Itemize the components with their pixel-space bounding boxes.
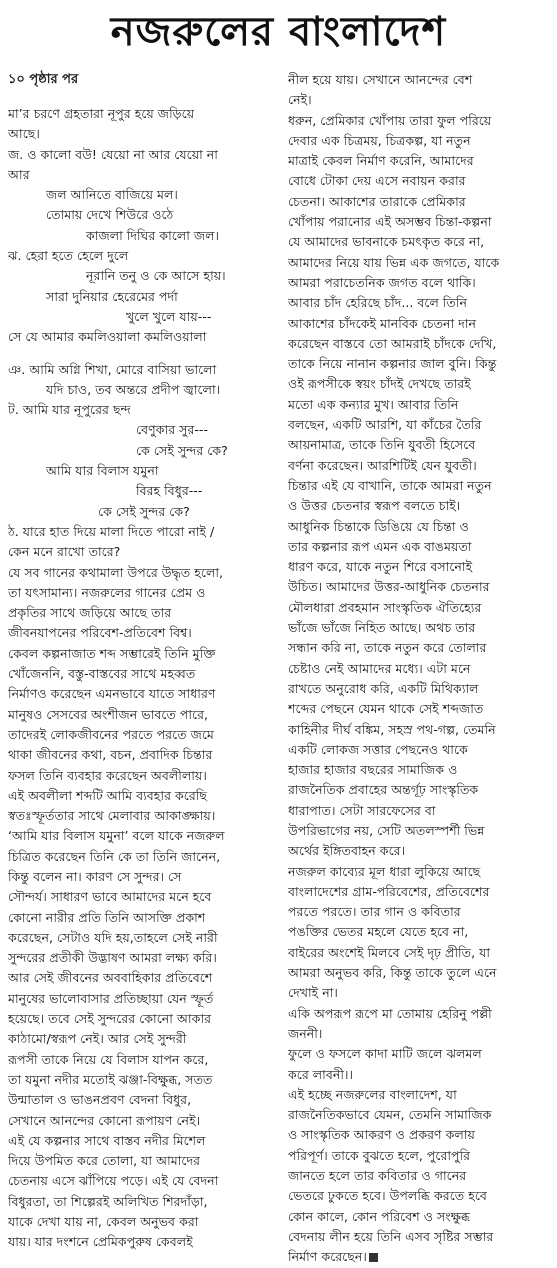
text-line: কাজলা দিঘির কালো জল। [86, 227, 220, 243]
text-line: ফসল তিনি ব্যবহার করেছেন অবলীলায়। [8, 767, 207, 783]
text-line: ট. আমি যার নূপুরের ছন্দ [8, 402, 131, 418]
text-line: করেছেন বাস্তবে তো আমরাই চাঁদকে দেখি, [288, 335, 497, 351]
text-line: খোঁপায় পরানোর এই অসম্ভব চিন্তা-কল্পনা [288, 214, 492, 230]
text-line: কোন কালে, কোন পরিবেশ ও সংক্ষুব্ধ [288, 1208, 470, 1224]
left-column [8, 70, 270, 1253]
text-line: সারা দুনিয়ার হেরেমের পর্দা [46, 288, 178, 304]
text-line: থাকা জীবনের কথা, বচন, প্রবাদিক চিন্তার [8, 747, 213, 763]
text-line: জননী। [288, 1025, 323, 1041]
text-line: ওই রূপসীকে স্বয়ং চাঁদই দেখছে তারই [288, 376, 471, 392]
text-line: সে যে আমার কমলিওয়ালা কমলিওয়ালা [8, 329, 207, 345]
left-column-body [8, 104, 270, 1253]
text-line: এই হচ্ছে নজরুলের বাংলাদেশ, যা [288, 1086, 457, 1102]
text-line: কে সেই সুন্দর কে? [136, 442, 228, 458]
text-line: তাদেরই লোকজীবনের পরতে পরতে জমে [8, 726, 214, 742]
text-line: সৌন্দর্য। সাধারণ ভাবে আমাদের মনে হবে [8, 889, 212, 905]
text-line: দেবার এক চিত্রময়, চিত্রকল্প, যা নতুন [288, 132, 471, 148]
text-line: কে সেই সুন্দর কে? [98, 503, 190, 519]
text-line: ভেতরে ঢুকতে হবে। উপলব্ধি করতে হবে [288, 1188, 487, 1204]
text-line: রাখতে অনুরোধ করি, একটি মিথিক্যাল [288, 680, 479, 696]
text-line: আমি যার বিলাস যমুনা [46, 463, 159, 479]
text-line: বিধুরতা, তা শিল্পেরই অলিখিত শিরদাঁড়া, [8, 1193, 208, 1209]
text-line: আর [8, 166, 30, 182]
text-line: অর্থের ইঙ্গিতবাহন করে। [288, 843, 406, 859]
text-line: কেবল কল্পনাজাত শব্দ সম্ভারেই তিনি মুক্তি [8, 645, 216, 661]
text-line: সুন্দরের প্রতীকী উদ্ভাষণ আমরা লক্ষ্য করি। [8, 950, 217, 966]
text-line: জ. ও কালো বউ! যেয়ো না আর যেয়ো না [8, 146, 218, 162]
text-line: বলছেন, একটি আরশি, যা কাঁচের তৈরি [288, 417, 482, 433]
text-line: ঠ. যারে হাত দিয়ে মালা দিতে পারো নাই / [8, 523, 215, 539]
text-line: আবার চাঁদ হেরিছে চাঁদ... বলে তিনি [288, 295, 468, 311]
text-line: খুলে খুলে যায়--- [126, 308, 212, 324]
text-line: বিরহ বিধুর--- [136, 483, 203, 499]
text-line: আছে। [8, 126, 40, 142]
text-line: উন্মাতাল ও ভাঙনপ্রবণ বেদনা বিধুর, [8, 1092, 192, 1108]
text-line: রূপসী তাকে নিয়ে যে বিলাস যাপন করে, [8, 1051, 209, 1067]
text-line: স্বতঃস্ফূর্ততার সাথে মেলাবার আকাঙ্ক্ষায়। [8, 808, 216, 824]
text-line: রাজনৈতিকভাবে যেমন, তেমনি সামাজিক [288, 1107, 492, 1123]
text-line: তা যমুনা নদীর মতোই ঝঞ্জা-বিক্ষুব্ধ, সতত [8, 1071, 213, 1087]
text-line: কোনো নারীর প্রতি তিনি আসক্তি প্রকাশ [8, 909, 206, 925]
text-line: চেতনায় এসে ঝাঁপিয়ে পড়ে। এই যে বেদনা [8, 1173, 219, 1189]
text-line: বাইরের অংশেই মিলবে সেই দৃঢ় প্রীতি, যা [288, 944, 491, 960]
text-line: চিত্রিত করেছেন তিনি কে তা তিনি জানেন, [8, 848, 221, 864]
text-line: যে আমাদের ভাবনাকে চমৎকৃত করে না, [288, 234, 485, 250]
text-line: শব্দের পেছনে যেমন থাকে সেই শব্দজাত [288, 701, 484, 717]
text-line: আর সেই জীবনের অববাহিকার প্রতিবেশে [8, 970, 213, 986]
text-line: সন্ধান করি না, তাকে নতুন করে তোলার [288, 640, 487, 656]
text-line: এই যে কল্পনার সাথে বাস্তব নদীর মিশেল [8, 1132, 206, 1148]
text-line: আমরা পরাচেতনিক জগত বলে থাকি। [288, 274, 476, 290]
text-line: কাহিনীর দীর্ঘ বঙ্কিম, সহস্র পথ-গল্প, তেমনি [288, 721, 496, 737]
text-line: পঙক্তির ভেতর মহলে যেতে হবে না, [288, 924, 469, 940]
text-line: ফুলে ও ফসলে কাদা মাটি জলে ঝলমল [288, 1046, 482, 1062]
text-line [8, 348, 270, 360]
text-line: তার কল্পনার রূপ এমন এক বাঙময়তা [288, 538, 472, 554]
text-line: ও উত্তর চেতনার স্বরূপ বলতে চাই। [288, 498, 461, 514]
text-line: নির্মাণ করেছেন। [288, 1247, 548, 1267]
text-line: এই অবলীলা শব্দটি আমি ব্যবহার করেছি [8, 787, 208, 803]
text-line: নূরানি তনু ও কে আসে হায়। [86, 268, 226, 284]
text-line: যায়। যার দংশনে প্রেমিকপুরুষ কেবলই [8, 1234, 193, 1250]
text-line: মানুষও সেসবের অংশীজন ভাবতে পারে, [8, 706, 209, 722]
text-line: আমরা অনুভব করি, কিন্তু তাকে তুলে এনে [288, 965, 497, 981]
text-line: তোমায় দেখে শিউরে ওঠে [46, 207, 174, 223]
text-line: আমাদের নিয়ে যায় ভিন্ন এক জগতে, যাকে [288, 254, 500, 270]
text-line: মতো এক কন্যার মুখ। আবার তিনি [288, 396, 459, 412]
text-line: বর্ণনা করেছেন। আরশিটিই যেন যুবতী। [288, 457, 477, 473]
text-line: উপরিভাগের নয়, সেটি অতলস্পর্শী ভিন্ন [288, 822, 485, 838]
text-line: মৌলধারা প্রবহমান সাংস্কৃতিক ঐতিহ্যের [288, 599, 482, 615]
text-line: তাকে নিয়ে নানান কল্পনার জাল বুনি। কিন্তু [288, 356, 497, 372]
text-line: বাংলাদেশের গ্রাম-পরিবেশের, প্রতিবেশের [288, 883, 490, 899]
text-line: কাঠামো/স্বরূপ নেই। আর সেই সুন্দরী [8, 1031, 187, 1047]
text-line: ও সাংস্কৃতিক আকরণ ও প্রকরণ কলায় [288, 1127, 475, 1143]
text-line: একি অপরূপ রূপে মা তোমায় হেরিনু পল্লী [288, 1005, 492, 1021]
right-column [288, 70, 548, 1268]
text-line: নজরুল কাব্যের মূল ধারা লুকিয়ে আছে [288, 863, 481, 879]
text-line: নেই। [288, 92, 312, 108]
headline: নজরুলের বাংলাদেশ [110, 8, 447, 55]
right-column-body [288, 70, 548, 1268]
text-line: আধুনিক চিন্তাকে ডিঙিয়ে যে চিন্তা ও [288, 518, 469, 534]
text-line: হয়েছে। তবে সেই সুন্দরের কোনো আকার [8, 1011, 212, 1027]
text-line: নীল হয়ে যায়। সেখানে আনন্দের বেশ [288, 72, 473, 87]
text-line: আকাশের চাঁদকেই মানবিক চেতনা দান [288, 315, 476, 331]
continuation-note: ১০ পৃষ্ঠার পর [8, 72, 79, 87]
text-line: করেছেন, সেটাও যদি হয়,তাহলে সেই নারী [8, 929, 218, 945]
text-line: সেখানে আনন্দের কোনো রূপায়ণ নেই। [8, 1112, 201, 1128]
text-line: দিয়ে উপমিত করে তোলা, যা আমাদের [8, 1153, 201, 1169]
text-line: পরতে পরতে। তার গান ও কবিতার [288, 904, 461, 920]
text-line: বেণুকার সুর--- [136, 422, 209, 438]
text-line: বেদনায় লীন হয়ে তিনি এসব সৃষ্টির সম্ভার [288, 1228, 494, 1244]
text-line: ধরুন, প্রেমিকার খোঁপায় তারা ফুল পরিয়ে [288, 112, 492, 128]
text-line: পরিপূর্ণ। তাকে বুঝতে হলে, পুরোপুরি [288, 1147, 471, 1163]
text-line: তা যৎসামান্য। নজরুলের গানের প্রেম ও [8, 584, 206, 600]
text-line: ঞ. আমি অগ্নি শিখা, মোরে বাসিয়া ভালো [8, 361, 217, 377]
end-mark-icon [369, 1253, 378, 1262]
text-line: প্রকৃতির সাথে জড়িয়ে আছে তার [8, 605, 172, 621]
text-line: যে সব গানের কথামালা উপরে উদ্ধৃত হলো, [8, 564, 223, 580]
text-line: চিন্তার এই যে বাখানি, তাকে আমরা নতুন [288, 477, 492, 493]
text-line: মানুষের ভালোবাসার প্রতিচ্ছায়া যেন স্ফূর্ত [8, 990, 214, 1006]
text-line: ধারাপাত। সেটা সারফেসের বা [288, 802, 436, 818]
text-line: উচিত। আমাদের উত্তর-আধুনিক চেতনার [288, 579, 490, 595]
text-line: মাত্রাই কেবল নির্মাণ করেনি, আমাদের [288, 153, 474, 169]
text-line: চেতনা। আকাশের তারাকে প্রেমিকার [288, 193, 466, 209]
text-line: জল আনিতে বাজিয়ে মল। [46, 187, 178, 203]
text-line: নির্মাণও করেছেন এমনভাবে যাতে সাধারণ [8, 686, 216, 702]
text-line: চেষ্টাও নেই আমাদের মধ্যে। এটা মনে [288, 660, 471, 676]
text-line: ‘আমি যার বিলাস যমুনা’ বলে যাকে নজরুল [8, 828, 225, 844]
text-line: করে লাবনী।। [288, 1066, 353, 1082]
text-line: ধারণ করে, যাকে নতুন শিরে বসানোই [288, 559, 473, 575]
text-line: যদি চাও, তব অন্তরে প্রদীপ জ্বালো। [46, 381, 221, 397]
text-line: আয়নামাত্র, তাকে তিনি যুবতী হিসেবে [288, 437, 476, 453]
text-line: কেন মনে রাখো তারে? [8, 544, 121, 560]
text-line: কিন্তু বলেন না। কারণ সে সুন্দর। সে [8, 868, 182, 884]
text-line: রাজনৈতিক প্রবাহের অন্তর্গূঢ় সাংস্কৃতিক [288, 782, 479, 798]
text-line: জানতে হলে তার কবিতার ও গানের [288, 1168, 467, 1184]
text-line: ঝ. হেরা হতে হেলে দুলে [8, 248, 129, 264]
text-line: ভাঁজে ভাঁজে নিহিত আছে। অথচ তার [288, 620, 476, 636]
text-line: যাকে দেখা যায় না, কেবল অনুভব করা [8, 1214, 199, 1230]
text-line: খোঁজেননি, বস্তু-বাস্তবের সাথে মহব্বত [8, 666, 196, 682]
text-line: হাজার হাজার বছরের সামাজিক ও [288, 762, 458, 778]
text-line: মা’র চরণে গ্রহতারা নূপুর হয়ে জড়িয়ে [8, 106, 195, 121]
text-line: জীবনযাপনের পরিবেশ-প্রতিবেশ বিশ্ব। [8, 625, 192, 641]
text-line: দেখাই না। [288, 985, 338, 1001]
text-line: বোধে টোকা দেয় এসে নবায়ন করার [288, 173, 466, 189]
text-line: একটি লোকজ সত্তার পেছনেও থাকে [288, 741, 468, 757]
